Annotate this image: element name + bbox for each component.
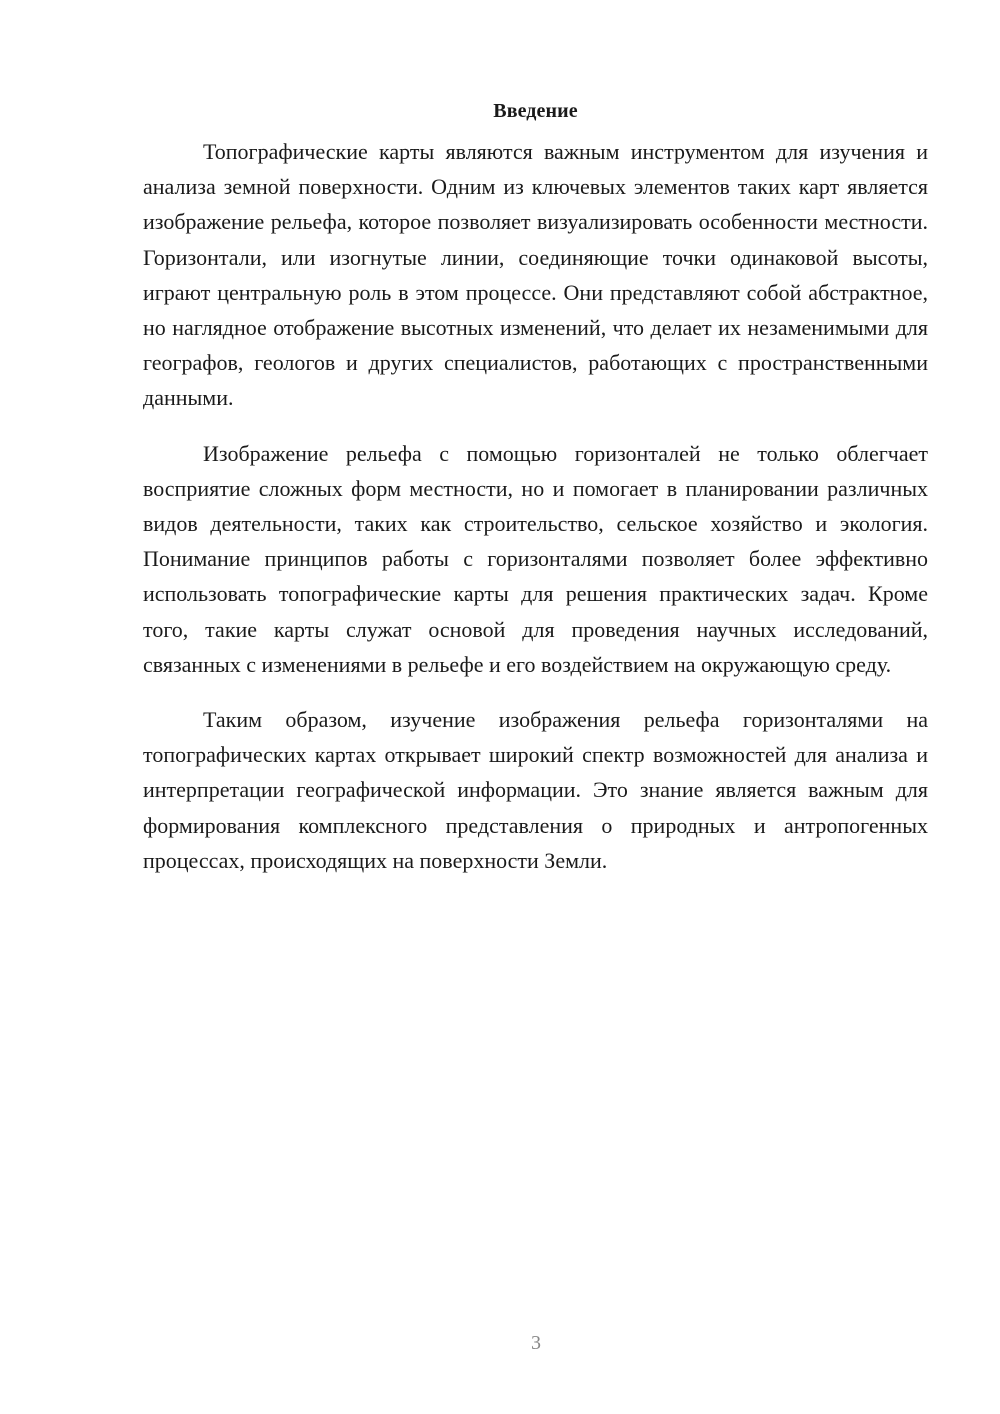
section-heading: Введение [493,100,578,122]
paragraph-1: Топографические карты являются важным инструментом для изучения и анализа земной поверхности. Одним из ключевых элементов таких карт является изображение рельефа, которое позволяет визуализировать особенности местности. Горизонтали, или изогнутые линии, соединяющие точки одинаковой высоты, играют центральную роль в этом процессе. Они представляют собой абстрактное, но наглядное отображение высотных изменений, что делает их незаменимыми для географов, геологов и других специалистов, работающих с пространственными данными. [143,139,928,411]
page-number: 3 [531,1332,541,1354]
paragraph-2: Изображение рельефа с помощью горизонталей не только облегчает восприятие сложных форм местности, но и помогает в планировании различных видов деятельности, таких как строительство, сельское хозяйство и экология. Понимание принципов работы с горизонталями позволяет более эффективно использовать топографические карты для решения практических задач. Кроме того, такие карты служат основой для проведения научных исследований, связанных с изменениями в рельефе и его воздействием на окружающую среду. [143,440,928,677]
paragraph-3: Таким образом, изучение изображения рельефа горизонталями на топографических картах открывает широкий спектр возможностей для анализа и интерпретации географической информации. Это знание является важным для формирования комплексного представления о природных и антропогенных процессах, происходящих на поверхности Земли. [143,707,928,873]
page-content [143,96,928,898]
